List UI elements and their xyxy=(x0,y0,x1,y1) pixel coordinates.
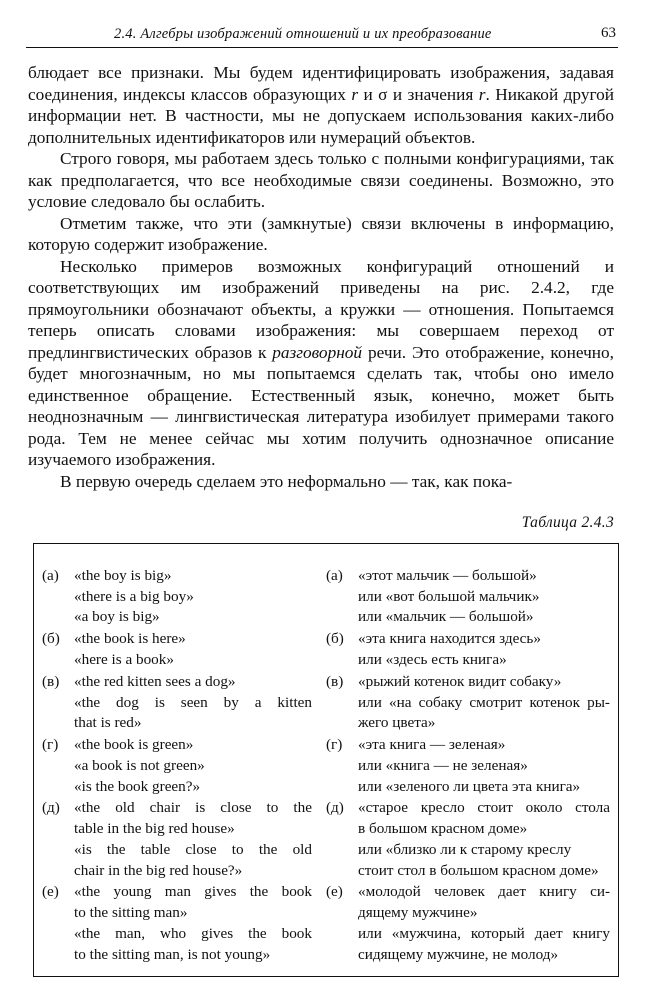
english-example-entry xyxy=(42,798,312,881)
english-example-line: to the sitting man, is not young» xyxy=(74,945,271,963)
russian-example-line: сидящему мужчине, не молод» xyxy=(358,945,559,963)
entry-label: (б) xyxy=(326,630,344,648)
russian-example-line: «старое кресло стоит около стола xyxy=(358,799,610,817)
english-example-line: that is red» xyxy=(74,714,142,732)
russian-example-line: стоит стол в большом красном доме» xyxy=(358,861,599,879)
body-text xyxy=(28,62,614,492)
russian-example-line: «молодой человек дает книгу си- xyxy=(358,883,610,901)
entry-label: (д) xyxy=(42,799,60,817)
russian-example-line: или «близко ли к старому креслу xyxy=(358,840,572,858)
russian-example-line: или «мужчина, который дает книгу xyxy=(358,924,610,942)
russian-example-entry xyxy=(326,798,610,881)
entry-label: (б) xyxy=(42,630,60,648)
table-caption: Таблица 2.4.3 xyxy=(521,514,614,531)
english-example-entry xyxy=(42,566,312,628)
english-example-line: «the red kitten sees a dog» xyxy=(74,672,236,690)
english-example-line: «there is a big boy» xyxy=(74,587,194,605)
english-example-line: «here is a book» xyxy=(74,651,174,668)
paragraph-2: Строго говоря, мы работаем здесь только с полными конфигурациями, так как предполагается, что все необходимые связи соединены. Возможно, это условие следовало бы ослабить. xyxy=(28,149,614,211)
russian-example-entry xyxy=(326,629,610,670)
english-example-line: table in the big red house» xyxy=(74,820,235,838)
russian-example-entry xyxy=(326,566,610,628)
russian-example-line: в большом красном доме» xyxy=(358,820,528,838)
english-example-entry xyxy=(42,672,312,734)
english-example-line: «is the table close to the old xyxy=(74,840,312,858)
russian-example-line: или «зеленого ли цвета эта книга» xyxy=(358,777,581,795)
entry-label: (в) xyxy=(326,672,344,690)
russian-example-line: «эта книга — зеленая» xyxy=(358,736,506,754)
paragraph-1: блюдает все признаки. Мы будем идентифицировать изображения, задавая соединения, индексы классов образующих r и σ и значения r. Никакой другой информации нет. В частности, мы не допускаем использования каких-либо дополнительных идентификаторов или нумераций объектов. xyxy=(28,63,615,147)
russian-example-line: или «здесь есть книга» xyxy=(358,651,507,668)
russian-example-entry xyxy=(326,735,610,797)
page-number: 63 xyxy=(601,25,616,41)
russian-example-line: или «книга — не зеленая» xyxy=(358,756,528,774)
english-example-line: «is the book green?» xyxy=(74,777,201,795)
entry-label: (г) xyxy=(326,736,343,754)
english-example-line: «the book is here» xyxy=(74,630,186,648)
english-example-line: «the man, who gives the book xyxy=(74,924,312,942)
english-example-line: «a book is not green» xyxy=(74,756,205,774)
english-example-line: to the sitting man» xyxy=(74,904,188,922)
running-header xyxy=(26,25,618,48)
entry-label: (д) xyxy=(326,799,344,817)
examples-table xyxy=(33,543,619,977)
english-example-line: «a boy is big» xyxy=(74,608,160,626)
russian-example-line: «эта книга находится здесь» xyxy=(358,630,541,648)
english-example-line: chair in the big red house?» xyxy=(74,861,243,879)
english-example-line: «the book is green» xyxy=(74,736,194,754)
paragraph-5: В первую очередь сделаем это неформально — так, как пока- xyxy=(60,471,513,491)
english-example-line: «the boy is big» xyxy=(74,567,172,584)
russian-example-entry xyxy=(326,672,610,734)
russian-example-line: или «вот большой мальчик» xyxy=(358,587,540,605)
russian-column xyxy=(326,566,610,966)
russian-example-line: «рыжий котенок видит собаку» xyxy=(358,672,562,690)
english-column xyxy=(42,566,312,966)
entry-label: (в) xyxy=(42,672,60,690)
english-example-entry xyxy=(42,735,312,797)
russian-example-line: дящему мужчине» xyxy=(358,904,478,922)
russian-example-line: или «мальчик — большой» xyxy=(358,608,534,626)
english-example-entry xyxy=(42,629,312,670)
russian-example-line: жего цвета» xyxy=(358,714,436,732)
russian-example-line: «этот мальчик — большой» xyxy=(358,567,537,584)
paragraph-4: Несколько примеров возможных конфигураций отношений и соответствующих им изображений приведены на рис. 2.4.2, где прямоугольники обозначают объекты, а кружки — отношения. Попытаемся теперь описать словами изображения: мы совершаем переход от предлингвистических образов к разговорной речи. Это отображение, конечно, будет многозначным, но мы попытаемся сделать так, чтобы оно имело единственное обращение. Естественный язык, конечно, может быть неоднозначным — лингвистическая литература изобилует примерами такого рода. Тем не менее сейчас мы хотим получить однозначное описание изучаемого изображения. xyxy=(28,256,614,469)
english-example-line: «the young man gives the book xyxy=(74,883,312,901)
entry-label: (г) xyxy=(42,736,59,754)
entry-label: (е) xyxy=(42,883,59,901)
running-title: 2.4. Алгебры изображений отношений и их преобразование xyxy=(114,26,492,42)
russian-example-entry xyxy=(326,882,610,965)
entry-label: (а) xyxy=(42,567,59,584)
russian-example-line: или «на собаку смотрит котенок ры- xyxy=(358,693,610,711)
english-example-entry xyxy=(42,882,312,965)
entry-label: (е) xyxy=(326,883,343,901)
english-example-line: «the old chair is close to the xyxy=(74,799,312,817)
paragraph-3: Отметим также, что эти (замкнутые) связи включены в информацию, которую содержит изображение. xyxy=(28,213,614,254)
entry-label: (а) xyxy=(326,567,343,584)
english-example-line: «the dog is seen by a kitten xyxy=(74,693,312,711)
